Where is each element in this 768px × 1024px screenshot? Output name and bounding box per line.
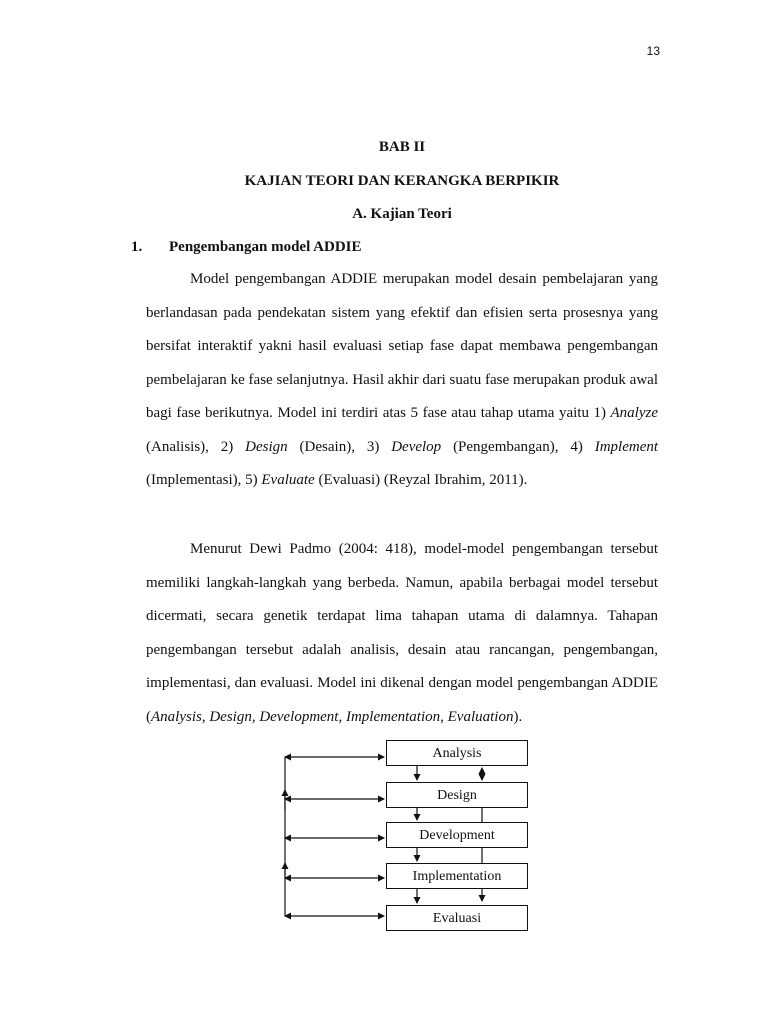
text-run: Menurut Dewi Padmo (2004: 418), model-model pengembangan tersebut memiliki langkah-langkah yang berbeda. Namun, apabila berbagai model tersebut dicermati, secara genetik terdapat lima tahapan utama di dalamnya. Tahapan pengembangan tersebut adalah analisis, desain atau rancangan, pengembangan, implementasi, dan evaluasi. Model ini dikenal dengan model pengembangan ADDIE ( [146,541,658,725]
term-evaluation: Evaluation [447,708,514,725]
term-design: Design [209,708,252,725]
subsection-heading [131,239,658,256]
term-implementation: Implementation [345,708,441,725]
chapter-number: BAB II [378,139,426,155]
text-run: Model pengembangan ADDIE merupakan model desain pembelajaran yang berlandasan pada pendekatan sistem yang efektif dan efisien serta prosesnya yang bersifat interaktif yakni hasil evaluasi setiap fase dapat membawa pengembangan pembelajaran ke fase selanjutnya. Hasil akhir dari suatu fase merupakan produk awal bagi fase berikutnya. Model ini terdiri atas 5 fase atau tahap utama yaitu 1) [146,271,658,421]
heading-text: Pengembangan model ADDIE [169,239,362,255]
text-run: (Evaluasi) (Reyzal Ibrahim, 2011). [314,472,528,488]
term-implement: Implement [594,438,659,455]
text-run: (Analisis), 2) [146,438,246,455]
page-number: 13 [646,44,660,58]
heading-number: 1. [131,239,143,255]
addie-flow-diagram [270,735,540,935]
diagram-box-design: Design [386,782,528,808]
text-run: ). [513,708,523,725]
term-develop: Develop [391,438,442,455]
term-analysis: Analysis [151,708,202,725]
diagram-box-development: Development [386,822,528,848]
diagram-box-implementation: Implementation [386,863,528,889]
text-run: (Pengembangan), 4) [441,438,595,455]
text-run: (Implementasi), 5) [146,472,262,488]
diagram-box-evaluasi: Evaluasi [386,905,528,931]
paragraph-dewi-padmo [146,533,658,734]
term-development: Development [259,708,339,725]
term-evaluate: Evaluate [261,472,315,488]
separator: , [440,708,448,725]
section-title: A. Kajian Teori [352,206,452,222]
term-design: Design [245,438,288,455]
diagram-box-analysis: Analysis [386,740,528,766]
separator: , [338,708,346,725]
separator: , [201,708,210,725]
separator: , [251,708,260,725]
text-run: (Desain), 3) [287,438,392,455]
chapter-title: KAJIAN TEORI DAN KERANGKA BERPIKIR [244,173,560,189]
term-analyze: Analyze [610,405,658,421]
paragraph-addie-definition [146,263,658,498]
